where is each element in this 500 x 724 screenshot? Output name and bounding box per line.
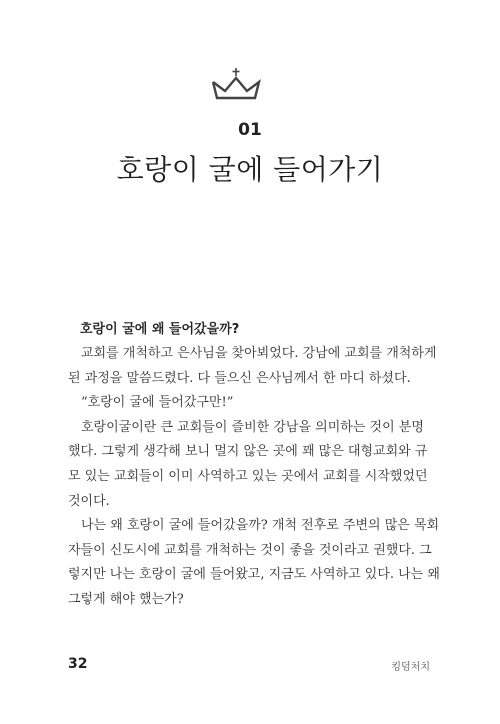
body-line: 것이다. <box>68 493 110 509</box>
body-line: 교회를 개척하고 은사님을 찾아뵈었다. 강남에 교회를 개척하게 <box>81 346 437 361</box>
section-heading: 호랑이 굴에 왜 들어갔을까? <box>80 322 240 337</box>
body-line: 렇지만 나는 호랑이 굴에 들어왔고, 지금도 사역하고 있다. 나는 왜 <box>68 567 440 583</box>
page-number: 32 <box>68 656 88 672</box>
body-line: 그렇게 해야 했는가? <box>68 591 184 607</box>
body-line: 된 과정을 말씀드렸다. 다 들으신 은사님께서 한 마디 하셨다. <box>68 370 411 386</box>
body-line: 나는 왜 호랑이 굴에 들어갔을까? 개척 전후로 주변의 많은 목회 <box>81 518 440 534</box>
body-text <box>68 342 440 613</box>
running-title: 킹덤처치 <box>391 662 430 673</box>
body-line: 모 있는 교회들이 이미 사역하고 있는 곳에서 교회를 시작했었던 <box>68 468 428 484</box>
body-line: 호랑이굴이란 큰 교회들이 즐비한 강남을 의미하는 것이 분명 <box>81 419 424 435</box>
chapter-title: 호랑이 굴에 들어가기 <box>116 153 384 186</box>
body-line: 했다. 그렇게 생각해 보니 멀지 않은 곳에 꽤 많은 대형교회와 규 <box>68 444 428 460</box>
crown-icon <box>209 64 263 104</box>
body-line: 자들이 신도시에 교회를 개척하는 것이 좋을 것이라고 권했다. 그 <box>68 542 432 558</box>
chapter-number: 01 <box>238 120 262 140</box>
body-line: “호랑이 굴에 들어갔구만!” <box>81 395 234 411</box>
